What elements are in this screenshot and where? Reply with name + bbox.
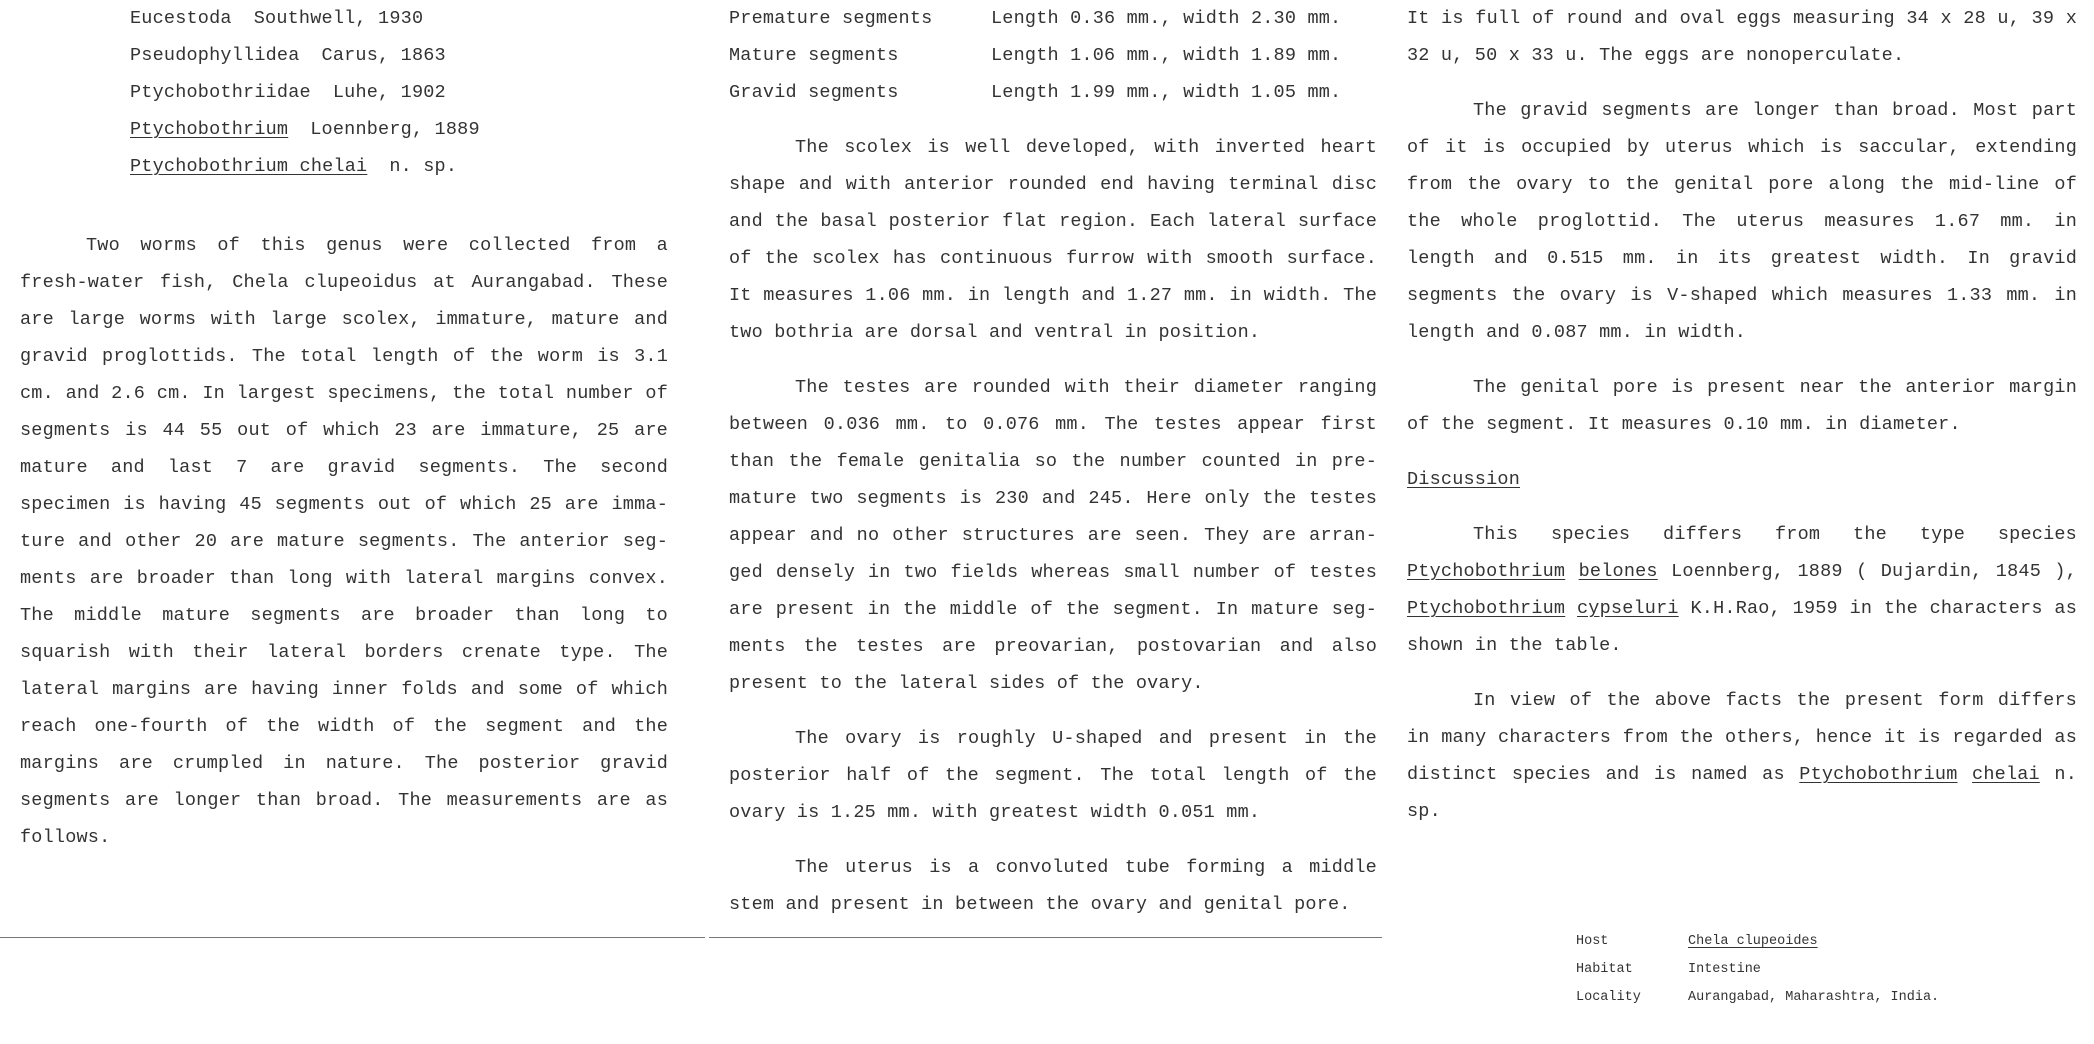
segment-label: Mature segments — [729, 45, 899, 66]
taxon-genus — [130, 111, 668, 148]
taxon-species — [130, 148, 668, 185]
paragraph-ovary: The ovary is roughly U-shaped and present in the posterior half of the segment. The total length of the ovary is 1.25 mm. with greatest width 0.051 mm. — [729, 728, 1377, 823]
segment-row — [729, 37, 1377, 74]
taxon-name: Pseudophyllidea — [130, 45, 300, 66]
species-author: K.H.Rao, 1959 in the characters as shown in the table. — [1407, 598, 2078, 656]
habitat-key: Habitat — [1576, 962, 1633, 977]
paragraph-scolex: The scolex is well developed, with inverted heart shape and with anterior rounded end having terminal disc and the basal posterior flat region. Each lateral surface of the scolex has continuous furrow with smooth surface. It measures 1.06 mm. in length and 1.27 mm. in width. The two bothria are dorsal and ventral in position. — [729, 137, 1377, 343]
host-info-table — [1576, 928, 1939, 1012]
comparison-text: This species differs from the type species — [1473, 524, 2077, 545]
segment-label: Gravid segments — [729, 82, 899, 103]
taxon-name: Eucestoda — [130, 8, 232, 29]
locality-value: Aurangabad, Maharashtra, India. — [1688, 990, 1940, 1005]
species-genus: Ptychobothrium — [1407, 598, 1566, 619]
paragraph-uterus: The uterus is a convoluted tube forming a middle stem and present in between the ovary and genital pore. — [729, 857, 1377, 915]
section-heading — [1407, 461, 2077, 498]
species-genus: Ptychobothrium — [1799, 764, 1958, 785]
taxon-author: Luhe, 1902 — [332, 82, 446, 103]
segment-value: Length 0.36 mm., width 2.30 mm. — [991, 8, 1342, 29]
column-2 — [729, 0, 1377, 923]
taxon-order — [130, 37, 668, 74]
host-value: Chela clupeoides — [1688, 934, 1818, 949]
species-genus: Ptychobothrium — [1407, 561, 1566, 582]
divider-line — [709, 937, 1382, 938]
taxon-author: Carus, 1863 — [321, 45, 446, 66]
segment-row — [729, 0, 1377, 37]
habitat-row — [1576, 956, 1939, 984]
segment-value: Length 1.99 mm., width 1.05 mm. — [991, 82, 1342, 103]
locality-row — [1576, 984, 1939, 1012]
segment-measurements — [729, 0, 1377, 111]
species-epithet: belones — [1578, 561, 1658, 582]
paragraph-comparison — [1407, 516, 2077, 664]
paragraph-genital-pore: The genital pore is present near the anterior margin of the segment. It measures 0.10 mm. in diameter. — [1407, 377, 2077, 435]
species-suffix: n. sp. — [1407, 764, 2077, 822]
column-1 — [20, 0, 668, 856]
divider-line — [0, 937, 705, 938]
species-author: Loennberg, 1889 ( Dujardin, 1845 ), — [1671, 561, 2077, 582]
segment-row — [729, 74, 1377, 111]
taxon-class — [130, 0, 668, 37]
paragraph-testes: The testes are rounded with their diameter ranging between 0.036 mm. to 0.076 mm. The testes appear first than the female genitalia so the number counted in pre-mature two segments is 230 and 245. Here only the testes appear and no other structures are seen. They are arran-ged densely in two fields whereas small number of testes are present in the middle of the segment. In mature seg-ments the testes are preovarian, postovarian and also present to the lateral sides of the ovary. — [729, 377, 1377, 694]
taxonomy-list — [130, 0, 668, 185]
column-3 — [1407, 0, 2077, 830]
locality-key: Locality — [1576, 990, 1641, 1005]
paragraph-conclusion — [1407, 682, 2077, 830]
taxon-author: Southwell, 1930 — [253, 8, 424, 29]
host-key: Host — [1576, 934, 1609, 949]
habitat-value: Intestine — [1688, 962, 1761, 977]
taxon-author: Loennberg, 1889 — [310, 119, 480, 140]
host-row — [1576, 928, 1939, 956]
taxon-name: Ptychobothrium chelai — [130, 156, 368, 177]
segment-value: Length 1.06 mm., width 1.89 mm. — [991, 45, 1342, 66]
segment-label: Premature segments — [729, 8, 933, 29]
paragraph-gravid: The gravid segments are longer than broad. Most part of it is occupied by uterus which is saccular, extending from the ovary to the genital pore along the mid-line of the whole proglottid. The uterus measures 1.67 mm. in length and 0.515 mm. in its greatest width. In gravid segments the ovary is V-shaped which measures 1.33 mm. in length and 0.087 mm. in width. — [1407, 100, 2077, 343]
taxon-author: n. sp. — [389, 156, 458, 177]
taxon-name: Ptychobothriidae — [130, 82, 311, 103]
conclusion-text: In view of the above facts the present form differs in many characters from the others, hence it is regarded as distinct species and is named as — [1407, 690, 2077, 785]
taxon-family — [130, 74, 668, 111]
paragraph-eggs: It is full of round and oval eggs measuring 34 x 28 u, 39 x 32 u, 50 x 33 u. The eggs are nonoperculate. — [1407, 8, 2077, 66]
heading-text: Discussion — [1407, 469, 1521, 490]
species-epithet: cypseluri — [1577, 598, 1679, 619]
taxon-name: Ptychobothrium — [130, 119, 289, 140]
species-epithet: chelai — [1972, 764, 2040, 785]
paragraph-description: Two worms of this genus were collected from a fresh-water fish, Chela clupeoidus at Aurangabad. These are large worms with large scolex, immature, mature and gravid proglottids. The total length of the worm is 3.1 cm. and 2.6 cm. In largest specimens, the total number of segments is 44 55 out of which 23 are immature, 25 are mature and last 7 are gravid segments. The second specimen is having 45 segments out of which 25 are imma-ture and other 20 are mature segments. The anterior seg-ments are broader than long with lateral margins convex. The middle mature segments are broader than long to squarish with their lateral borders crenate type. The lateral margins are having inner folds and some of which reach one-fourth of the width of the segment and the margins are crumpled in nature. The posterior gravid segments are longer than broad. The measurements are as follows. — [20, 235, 668, 848]
